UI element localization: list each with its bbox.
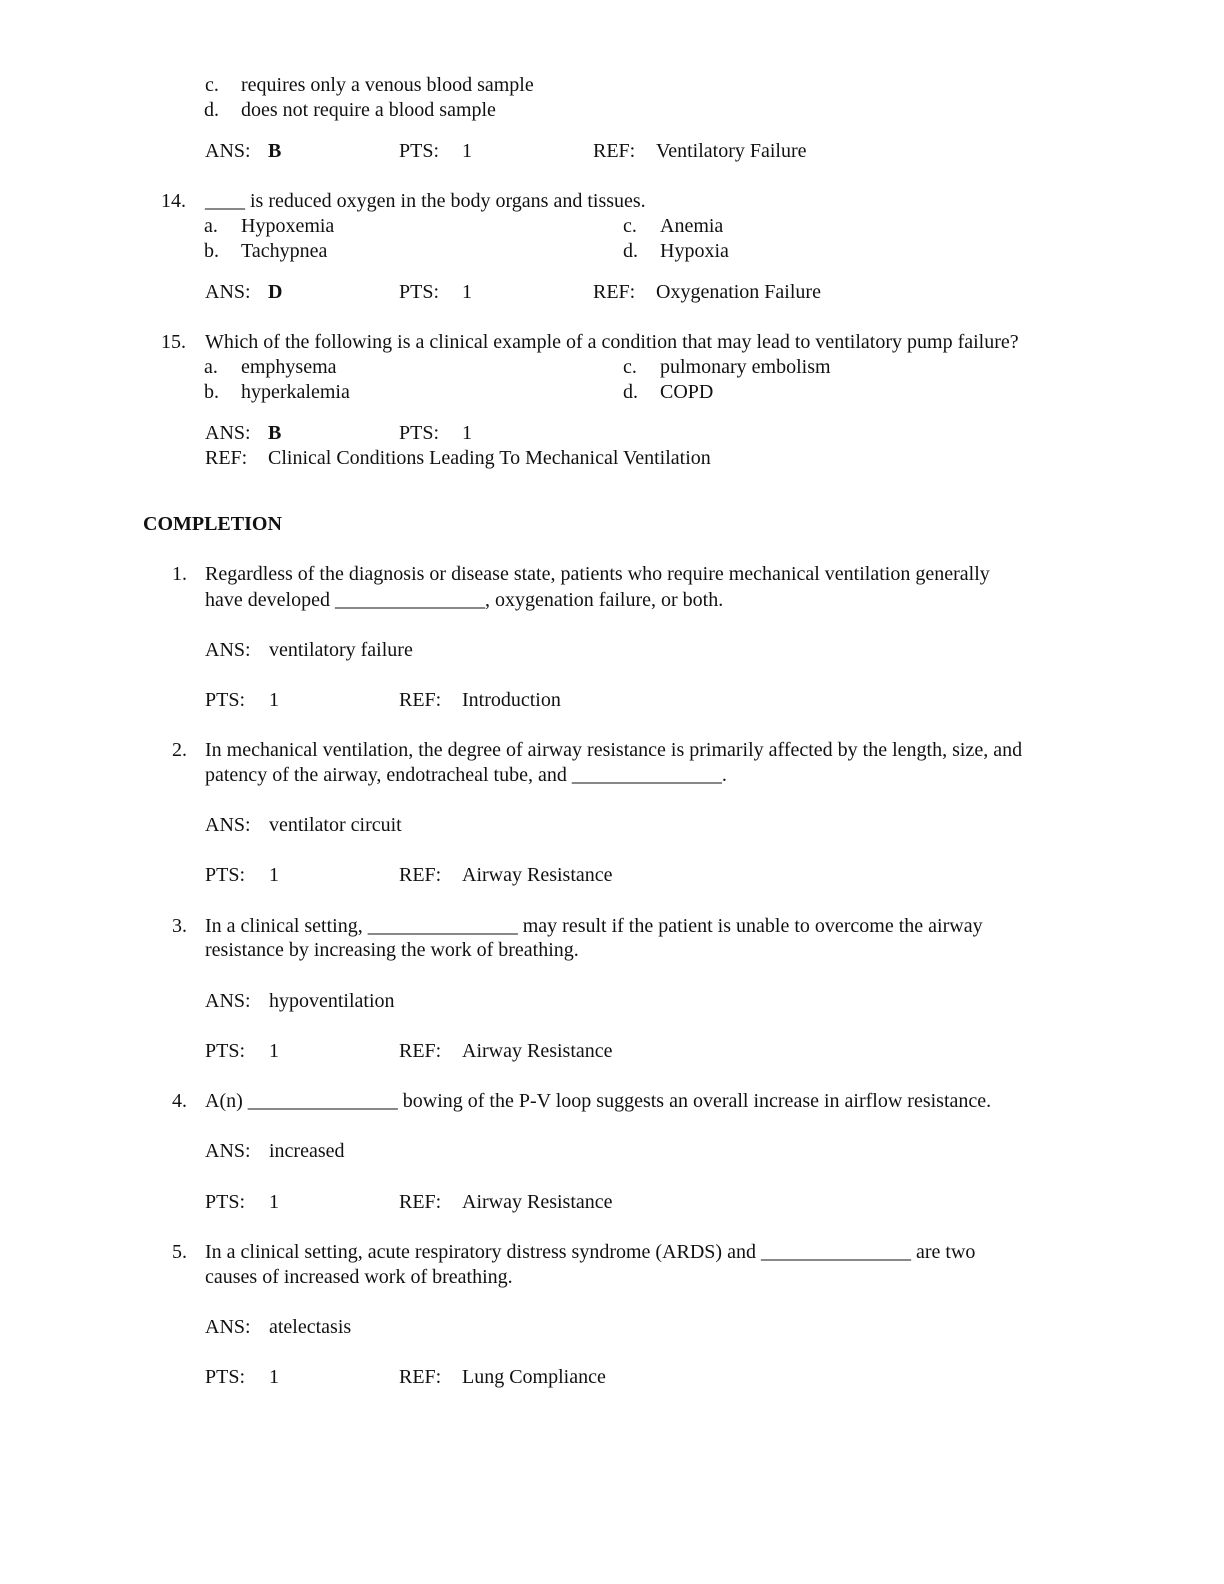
- q13-pts-label: PTS:: [399, 140, 440, 162]
- completion-4-ans-value: increased: [269, 1140, 345, 1162]
- q13-ref-label: REF:: [593, 140, 636, 162]
- q14-option-b-letter: b.: [204, 240, 219, 262]
- q15-option-b-letter: b.: [204, 381, 219, 403]
- completion-5-text-line2: causes of increased work of breathing.: [205, 1266, 513, 1288]
- completion-1-ans-label: ANS:: [205, 639, 251, 661]
- q14-option-c-letter: c.: [623, 215, 637, 237]
- completion-3-ref-label: REF:: [399, 1040, 442, 1062]
- completion-3-text-line1: In a clinical setting, _______________ may result if the patient is unable to overcome the airway: [205, 915, 983, 937]
- completion-2-text-line1: In mechanical ventilation, the degree of airway resistance is primarily affected by the length, size, and: [205, 739, 1023, 761]
- q15-ref-value: Clinical Conditions Leading To Mechanical Ventilation: [268, 447, 711, 469]
- completion-2-ans-value: ventilator circuit: [269, 814, 402, 836]
- completion-4-ans-label: ANS:: [205, 1140, 251, 1162]
- completion-1-pts-label: PTS:: [205, 689, 246, 711]
- completion-1-ref-value: Introduction: [462, 689, 561, 711]
- q14-option-c: Anemia: [660, 215, 724, 237]
- completion-5-number: 5.: [172, 1241, 187, 1263]
- completion-5-ans-label: ANS:: [205, 1316, 251, 1338]
- completion-4-ref-value: Airway Resistance: [462, 1191, 613, 1213]
- q14-question-text: ____ is reduced oxygen in the body organs and tissues.: [205, 190, 646, 212]
- completion-4-ref-label: REF:: [399, 1191, 442, 1213]
- completion-1-ans-value: ventilatory failure: [269, 639, 413, 661]
- completion-2-pts-label: PTS:: [205, 864, 246, 886]
- q14-option-a-letter: a.: [204, 215, 218, 237]
- completion-3-pts-value: 1: [269, 1040, 279, 1062]
- q15-option-a-letter: a.: [204, 356, 218, 378]
- completion-3-number: 3.: [172, 915, 187, 937]
- completion-5-ans-value: atelectasis: [269, 1316, 352, 1338]
- q14-option-d-letter: d.: [623, 240, 638, 262]
- q14-ans-value: D: [268, 281, 283, 303]
- q15-ans-label: ANS:: [205, 422, 251, 444]
- q15-pts-value: 1: [462, 422, 472, 444]
- completion-3-ref-value: Airway Resistance: [462, 1040, 613, 1062]
- completion-1-text-line1: Regardless of the diagnosis or disease state, patients who require mechanical ventilation generally: [205, 563, 990, 585]
- completion-2-text-line2: patency of the airway, endotracheal tube, and _______________.: [205, 764, 727, 786]
- completion-3-ans-value: hypoventilation: [269, 990, 395, 1012]
- completion-4-number: 4.: [172, 1090, 187, 1112]
- q13-option-d-letter: d.: [204, 99, 219, 121]
- q14-option-a: Hypoxemia: [241, 215, 335, 237]
- section-heading-completion: COMPLETION: [143, 513, 282, 535]
- q13-ans-label: ANS:: [205, 140, 251, 162]
- completion-2-ref-label: REF:: [399, 864, 442, 886]
- q14-ref-value: Oxygenation Failure: [656, 281, 821, 303]
- q14-ans-label: ANS:: [205, 281, 251, 303]
- completion-5-pts-label: PTS:: [205, 1366, 246, 1388]
- q14-ref-label: REF:: [593, 281, 636, 303]
- q14-number: 14.: [161, 190, 186, 212]
- q13-option-c: requires only a venous blood sample: [241, 74, 534, 96]
- q15-number: 15.: [161, 331, 186, 353]
- q13-pts-value: 1: [462, 140, 472, 162]
- completion-3-pts-label: PTS:: [205, 1040, 246, 1062]
- completion-4-pts-value: 1: [269, 1191, 279, 1213]
- q14-option-d: Hypoxia: [660, 240, 729, 262]
- completion-1-ref-label: REF:: [399, 689, 442, 711]
- completion-5-ref-value: Lung Compliance: [462, 1366, 606, 1388]
- q15-option-c-letter: c.: [623, 356, 637, 378]
- q15-option-d: COPD: [660, 381, 714, 403]
- completion-1-pts-value: 1: [269, 689, 279, 711]
- q15-pts-label: PTS:: [399, 422, 440, 444]
- q14-pts-label: PTS:: [399, 281, 440, 303]
- q14-option-b: Tachypnea: [241, 240, 328, 262]
- completion-4-text-line1: A(n) _______________ bowing of the P-V loop suggests an overall increase in airflow resistance.: [205, 1090, 992, 1112]
- completion-3-ans-label: ANS:: [205, 990, 251, 1012]
- completion-1-number: 1.: [172, 563, 187, 585]
- completion-4-pts-label: PTS:: [205, 1191, 246, 1213]
- completion-5-ref-label: REF:: [399, 1366, 442, 1388]
- q13-ref-value: Ventilatory Failure: [656, 140, 807, 162]
- q15-ref-label: REF:: [205, 447, 248, 469]
- q15-option-a: emphysema: [241, 356, 337, 378]
- completion-2-number: 2.: [172, 739, 187, 761]
- q15-option-c: pulmonary embolism: [660, 356, 831, 378]
- completion-2-pts-value: 1: [269, 864, 279, 886]
- q14-pts-value: 1: [462, 281, 472, 303]
- q15-option-d-letter: d.: [623, 381, 638, 403]
- completion-2-ref-value: Airway Resistance: [462, 864, 613, 886]
- q15-question-text: Which of the following is a clinical example of a condition that may lead to ventilatory pump failure?: [205, 331, 1019, 353]
- completion-5-text-line1: In a clinical setting, acute respiratory distress syndrome (ARDS) and _______________ are two: [205, 1241, 976, 1263]
- completion-3-text-line2: resistance by increasing the work of breathing.: [205, 939, 579, 961]
- q15-option-b: hyperkalemia: [241, 381, 350, 403]
- q13-option-c-letter: c.: [205, 74, 219, 96]
- completion-2-ans-label: ANS:: [205, 814, 251, 836]
- q13-ans-value: B: [268, 140, 282, 162]
- completion-1-text-line2: have developed _______________, oxygenation failure, or both.: [205, 589, 724, 611]
- q13-option-d: does not require a blood sample: [241, 99, 496, 121]
- q15-ans-value: B: [268, 422, 282, 444]
- completion-5-pts-value: 1: [269, 1366, 279, 1388]
